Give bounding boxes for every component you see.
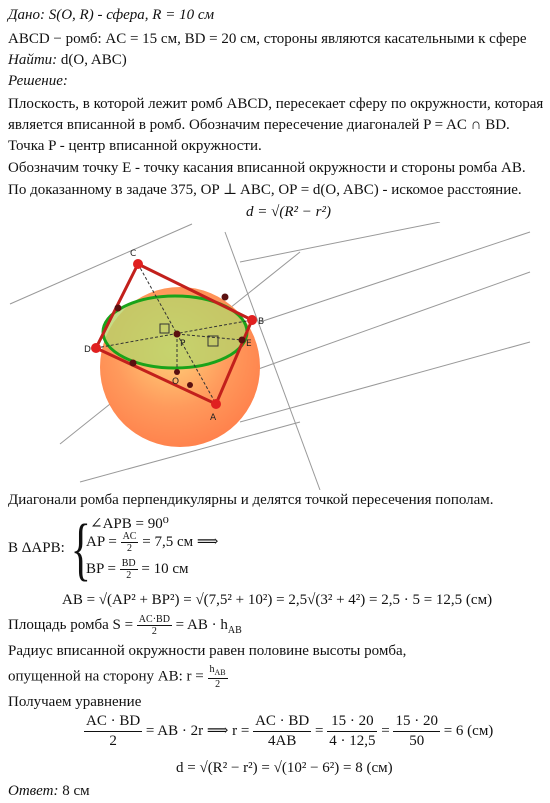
sphere-rhombus-figure (0, 222, 550, 490)
answer-value: 8 см (62, 783, 90, 799)
given-text-1: S(O, R) - сфера, R = 10 см (48, 7, 215, 23)
given-label: Дано: (8, 7, 45, 23)
solution-p3: Точка P - центр вписанной окружности. (8, 138, 262, 154)
main-equation: $\frac{AC \cdot BD}{2}$ = AB · 2r ⟹ r = $\frac{AC \cdot BD}{4AB}$ = $\frac{15 \cdot 20}{4 \cdot 12,5}$ = $\frac{15 \cdot 20}{50}$ = 6 (см) (86, 713, 494, 749)
label-c: C (130, 249, 137, 259)
label-b: B (258, 317, 265, 327)
equation-label: Получаем уравнение (8, 694, 142, 710)
solution-p5: По доказанному в задаче 375, OP ⊥ ABC, OP = d(O, ABC) - искомое расстояние. (8, 182, 522, 198)
find-label: Найти: (8, 52, 58, 68)
bp-equation: BP = $\frac{BD}{2}$ = 10 см (86, 558, 189, 581)
ap-equation: AP = $\frac{AC}{2}$ = 7,5 см ⟹ (86, 531, 219, 554)
given-line-2: ABCD − ромб: AC = 15 см, BD = 20 см, стороны являются касательными к сфере (8, 31, 527, 47)
point-b (247, 315, 257, 325)
solution-label: Решение: (8, 73, 68, 89)
label-e: E (246, 339, 252, 349)
point-a (211, 399, 221, 409)
final-d: d = √(R² − r²) = √(10² − 6²) = 8 (см) (176, 760, 393, 776)
point-c (133, 259, 143, 269)
angle-apb: ∠APB = 90⁰ (90, 516, 169, 532)
answer-line (8, 782, 90, 800)
solution-p4: Обозначим точку E - точку касания вписанной окружности и стороны ромба AB. (8, 160, 526, 176)
diagonals-line: Диагонали ромба перпендикулярны и делятся точкой пересечения пополам. (8, 492, 494, 508)
find-text: d(O, ABC) (60, 52, 127, 68)
ab-calculation: AB = √(AP² + BP²) = √(7,5² + 10²) = 2,5√(3² + 4²) = 2,5 · 5 = 12,5 (см) (62, 592, 493, 608)
radius-line-2: опущенной на сторону AB: r = $\frac{h_{AB}}{2}$ (8, 664, 226, 690)
in-triangle-label: В ΔAPB: (8, 540, 65, 556)
answer-label: Ответ: (8, 783, 59, 799)
label-p: P (180, 339, 186, 349)
radius-line-1: Радиус вписанной окружности равен половине высоты ромба, (8, 643, 407, 659)
formula-d: d = √(R² − r²) (246, 204, 331, 220)
given-line-1 (8, 6, 214, 24)
solution-p1: Плоскость, в которой лежит ромб ABCD, пересекает сферу по окружности, которая (8, 96, 544, 112)
label-a: A (210, 413, 217, 423)
area-formula: Площадь ромба S = $\frac{AC\cdot BD}{2}$ = AB · $h_{AB}$ (8, 614, 242, 637)
system-brace: { (70, 511, 91, 588)
point-d (91, 343, 101, 353)
label-o: O (172, 377, 180, 387)
find-line (8, 51, 127, 69)
solution-p2: является вписанной в ромб. Обозначим пересечение диагоналей P = AC ∩ BD. (8, 117, 510, 133)
label-d: D (84, 345, 91, 355)
